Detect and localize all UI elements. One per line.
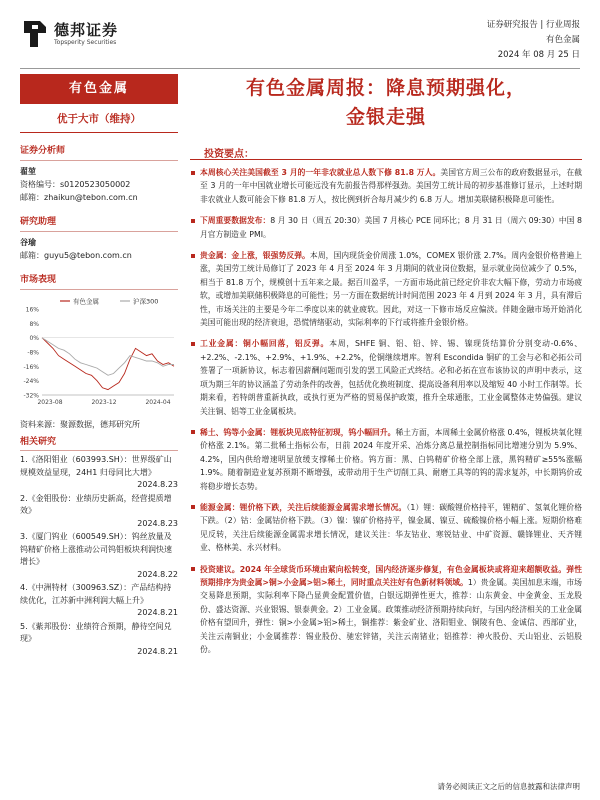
key-point-next-week-data: 下周重要数据发布：8 月 30 日（周五 20:30）美国 7 月核心 PCE 同环比；8 月 31 日（周六 09:30）中国 8 月官方制造业 PMI。 bbox=[190, 214, 582, 241]
y-tick-label: -24% bbox=[23, 378, 39, 386]
analyst-email[interactable]: 邮箱：zhaikun@tebon.com.cn bbox=[20, 193, 138, 202]
chart-source: 资料来源：聚源数据，德邦研究所 bbox=[20, 420, 140, 429]
key-point-energy-metals: 能源金属：锂价格下跌，关注后续能源金属需求增长情况。（1）锂：碳酸锂价格持平，锂精矿、氢氧化锂价格下跌。（2）钴：金属钴价格下跌。（3）镍：镍矿价格持平，镍金属、镍豆、硫酸镍价格小幅上涨。短期价格难见反转，关注后续能源金属需求增长情况，建议关注：华友钴业、寒锐钴业、中矿资源、赣锋锂业、天齐锂业、格林美、永兴材料。 bbox=[190, 501, 582, 555]
key-points-label: 投资要点： bbox=[204, 149, 254, 160]
analyst-section-title: 证券分析师 bbox=[20, 143, 178, 161]
key-point-investment-advice: 投资建议。2024 年全球货币环境由紧向松转变，国内经济逐步修复，有色金属板块或将迎来超额收益。弹性预期排序为贵金属>铜>小金属>铝>稀土，同时重点关注好有色新材料领域。1）贵金属。美国加息末端，市场交易降息预期，实际利率下降凸显黄金配置价值，白银远期弹性更大，推荐：山东黄金、中金黄金、玉龙股份、盛达资源、兴业银锡、银泰黄金。2）工业金属。政策推动经济预期持续向好，与国内经济相关的工业金属价格有望回升，弹性：铜>小金属>铝>稀土，铜推荐：紫金矿业、洛阳钼业、铜陵有色、金诚信、西部矿业，关注云南铜业；小金属推荐：锡业股份、驰宏锌锗，关注云南锗业；铝推荐：神火股份、天山铝业、云铝股份。 bbox=[190, 563, 582, 657]
key-points-list bbox=[190, 166, 582, 656]
related-item[interactable]: 3.《厦门钨业（600549.SH）：钨丝放量及钨精矿价格上涨推动公司钨钼板块利润快速增长》 2024.8.22 bbox=[20, 532, 178, 579]
assistant-email[interactable]: 邮箱：guyu5@tebon.com.cn bbox=[20, 251, 132, 260]
key-point-industrial-metals: 工业金属：铜小幅回落，铝反弹。本周，SHFE 铜、铝、铅、锌、锡、镍现货结算价分别变动-0.6%、+2.2%、-2.1%、+2.9%、+1.9%、+2.2%，伦铜继续增库。智利 Escondida 铜矿的工会与必和必拓公司签署了一项新协议，标志着因薪酬问题而引发的罢工风险正式终结。必和必拓在宣布该协议的声明中表示，这项为期三年的协议涵盖了劳动条件的改善，包括优化换班制度、提高设备利用率以及缩短 40 小时工作制等。长期来看，若特朗普重新执政，或执行更为严格的贸易保护政策，推升全球通胀，工业金属整体走势偏强。建议关注铜、铝等工业金属板块。 bbox=[190, 337, 582, 417]
series-line-nonferrous bbox=[42, 338, 174, 390]
x-tick-label: 2023-12 bbox=[91, 399, 117, 406]
logo-name-cn: 德邦证券 bbox=[54, 20, 119, 39]
left-sidebar bbox=[20, 74, 178, 659]
key-point-minor-metals: 稀土、钨等小金属：锂板块见底特征初现，钨小幅回升。稀土方面，本周稀土金属价格涨 0.4%，锂板块氧化锂价格涨 2.1%。第二批稀土指标公布，日前 2024 年度开采、冶炼分离总量控制指标同比增速分别为 5.9%、4.2%，国内供给增速明显放缓支撑稀土价格。钨方面：黑、白钨精矿价格全部上涨，黑钨精矿≥55%涨幅 1.9%。随着制造业复苏预期不断增强，或带动用于生产切削工具、耐磨工具等的钨的需求复苏，中长期钨价或将稳步增长态势。 bbox=[190, 426, 582, 493]
y-tick-label: -8% bbox=[27, 349, 39, 357]
rating-label: 优于大市（维持） bbox=[20, 111, 178, 133]
report-title bbox=[190, 74, 582, 132]
report-sector: 有色金属 bbox=[545, 35, 580, 45]
page-header bbox=[0, 0, 600, 70]
header-divider bbox=[20, 68, 580, 69]
main-content bbox=[190, 74, 582, 664]
y-tick-label: 16% bbox=[25, 306, 39, 314]
related-item[interactable]: 5.《紫邦股份：业绩符合预期，静待空间兑现》 2024.8.21 bbox=[20, 621, 178, 656]
x-tick-label: 2024-04 bbox=[145, 399, 171, 406]
y-tick-label: -16% bbox=[23, 363, 39, 371]
disclaimer-footer: 请务必阅读正文之后的信息披露和法律声明 bbox=[437, 782, 580, 791]
report-sub-type: 行业周报 bbox=[545, 20, 580, 30]
x-tick-label: 2023-08 bbox=[37, 399, 63, 406]
report-meta: 证券研究报告 | 行业周报 有色金属 2024 年 08 月 25 日 bbox=[487, 18, 580, 63]
market-performance-chart bbox=[20, 295, 178, 415]
company-logo bbox=[22, 14, 162, 54]
market-section-title: 市场表现 bbox=[20, 272, 178, 290]
report-title-line1: 有色金属周报：降息预期强化， bbox=[245, 77, 526, 99]
y-tick-label: 8% bbox=[29, 320, 39, 328]
sector-banner: 有色金属 bbox=[20, 74, 178, 104]
related-item[interactable]: 2.《金钼股份：业绩历史新高，经营提质增效》 2024.8.23 bbox=[20, 493, 178, 528]
related-item[interactable]: 4.《中洲特材（300963.SZ）：产品结构持续优化，江苏新中洲利润大幅上升》 2024.8.21 bbox=[20, 583, 178, 617]
related-research-title: 相关研究 bbox=[20, 434, 178, 451]
key-point-nonfarm: 本周核心关注美国截至 3 月的一年非农就业总人数下修 81.8 万人。美国官方周三公布的政府数据显示，在截至 3 月的一年中国就业增长可能远没有先前报告得那样强劲。美国劳工统计局的初步基准修订显示，上述时期非农就业人数可能会下修 81.8 万人，按比例到折合每月减少约 6.8 万人。增加美联储积极降息可能性。 bbox=[190, 166, 582, 206]
logo-name-en: Topsperity Securities bbox=[54, 38, 117, 46]
report-type: 证券研究报告 bbox=[486, 20, 538, 30]
report-date: 2024 年 08 月 25 日 bbox=[497, 50, 580, 60]
tebon-logo-icon bbox=[22, 19, 48, 49]
report-title-line2: 金银走强 bbox=[345, 106, 426, 128]
analyst-cert: 资格编号：s0120523050002 bbox=[20, 180, 131, 189]
legend-label: 沪深300 bbox=[133, 297, 159, 306]
related-item[interactable]: 1.《洛阳钼业（603993.SH）：世界级矿山规模效益显现，24H1 归母同比大增》 2024.8.23 bbox=[20, 455, 178, 489]
y-tick-label: -32% bbox=[23, 392, 39, 400]
analyst-info bbox=[20, 165, 178, 204]
key-points-header bbox=[190, 142, 582, 160]
y-tick-label: 0% bbox=[29, 335, 39, 343]
assistant-section-title: 研究助理 bbox=[20, 214, 178, 232]
assistant-info bbox=[20, 236, 178, 262]
legend-label: 有色金属 bbox=[73, 297, 99, 306]
assistant-name: 谷瑜 bbox=[20, 238, 36, 247]
key-point-precious-metals: 贵金属：金上涨，银强势反弹。本周，国内现货金价周涨 1.0%，COMEX 银价涨 2.7%。周内金银价格普遍上涨，美国劳工统计局修订了 2023 年 4 月至 2024 年 3 月期间的就业岗位数据，显示就业岗位减少了 0.5%，相当于 81.8 万个，规模创十五年来之最。据百川盈孚，一方面市场此前已经定价非农大幅下修，劳动力市场疲软，或增加美联储积极降息的可能性；另一方面在数据统计时间范围 2023 年 4 月到 2024 年 3 月，具有滞后性，市场关注的主要是今年二季度以来的就业疲软。因此，对这一下修市场反应偏淡。伴随金融市场开始消化美国可能出现的经济衰退，恐慌情绪驱动，实际利率的下行或将推升金银价格。 bbox=[190, 249, 582, 329]
market-performance-svg bbox=[20, 295, 178, 415]
related-research-list bbox=[20, 454, 178, 658]
analyst-name: 翟堃 bbox=[20, 167, 36, 176]
